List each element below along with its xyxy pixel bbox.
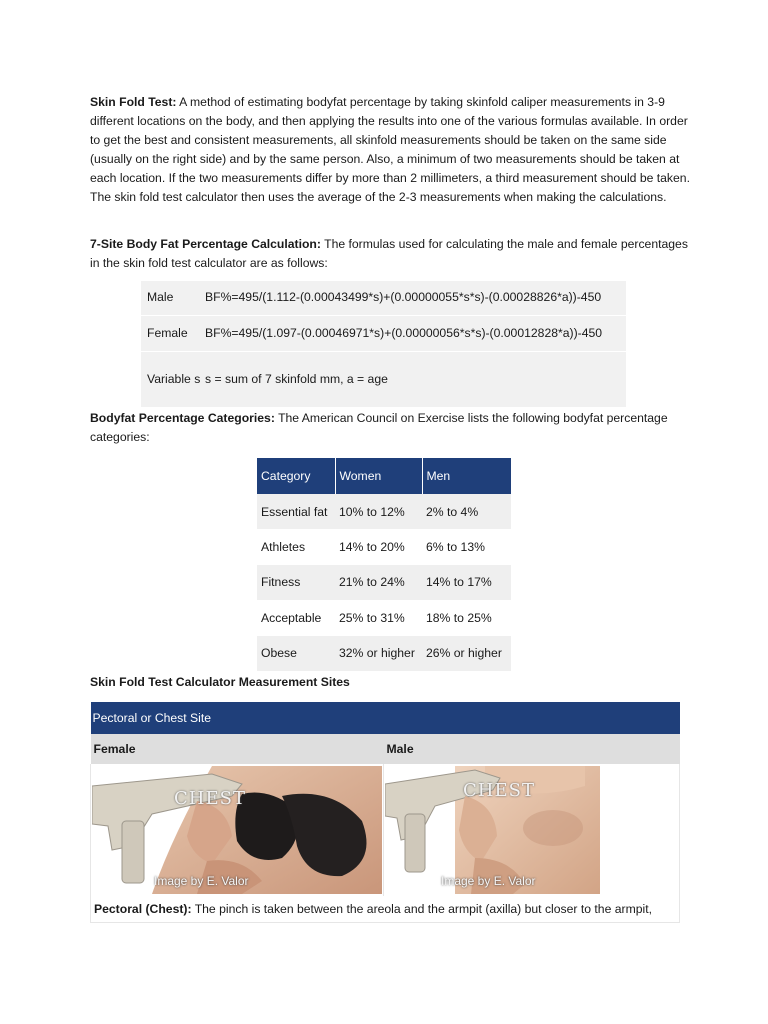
- female-photo-cell: [91, 764, 384, 896]
- table-row: [257, 565, 511, 600]
- men-cell: 6% to 13%: [426, 540, 485, 555]
- categories-paragraph: [90, 409, 690, 447]
- seven-site-heading: 7-Site Body Fat Percentage Calculation:: [90, 237, 321, 251]
- formula-row: [141, 281, 626, 315]
- male-photo-label: CHEST: [463, 780, 535, 801]
- women-cell: 32% or higher: [335, 636, 422, 671]
- men-cell: 26% or higher: [422, 636, 511, 671]
- male-photo-credit: Image by E. Valor: [441, 874, 536, 888]
- pectoral-description: [91, 896, 680, 922]
- women-cell: 21% to 24%: [335, 565, 422, 600]
- male-label: Male: [384, 734, 680, 764]
- seven-site-paragraph: [90, 235, 690, 273]
- categories-body: The American Council on Exercise lists the following bodyfat percentage categories:: [90, 411, 668, 444]
- formula-label: Male: [141, 281, 201, 315]
- table-row: [257, 494, 511, 529]
- formula-value: s = sum of 7 skinfold mm, a = age: [201, 351, 626, 407]
- formula-table: [141, 281, 626, 408]
- female-chest-photo: [92, 766, 382, 894]
- formula-label: Variable s: [141, 351, 201, 407]
- sites-section-header: [91, 702, 680, 734]
- intro-body: A method of estimating bodyfat percentage by taking skinfold caliper measurements in 3-9 different locations on the body, and then applying the results into one of the various formulas available. In order to get the best and consistent measurements, all skinfold measurements should be taken on the same side (usually on the right side) and by the same person. Also, a minimum of two measurements should be taken at each location. If the two measurements differ by more than 2 millimeters, a third measurement should be taken. The skin fold test calculator then uses the average of the 2-3 measurements when making the calculations.: [90, 95, 690, 204]
- formula-value: BF%=495/(1.112-(0.00043499*s)+(0.00000055*s*s)-(0.00028826*a))-450: [201, 281, 626, 315]
- formula-row: [141, 351, 626, 407]
- intro-heading: Skin Fold Test:: [90, 95, 177, 109]
- men-cell: 14% to 17%: [422, 565, 511, 600]
- column-header-category: Category: [257, 458, 335, 494]
- female-photo-label: CHEST: [174, 788, 246, 809]
- formula-value: BF%=495/(1.097-(0.00046971*s)+(0.00000056*s*s)-(0.00012828*a))-450: [201, 315, 626, 351]
- men-cell: 18% to 25%: [426, 610, 492, 625]
- male-chest-photo: [385, 766, 678, 894]
- formula-row: [141, 315, 626, 351]
- category-cell: Obese: [257, 636, 335, 671]
- table-row: [257, 636, 511, 671]
- category-cell: Athletes: [261, 540, 306, 555]
- pectoral-heading: Pectoral (Chest):: [94, 901, 192, 916]
- male-photo-cell: [384, 764, 680, 896]
- category-cell: Essential fat: [257, 494, 335, 529]
- category-header-row: [257, 458, 511, 494]
- table-row: [257, 600, 511, 635]
- category-table: [257, 458, 511, 671]
- column-header-women: Women: [335, 458, 422, 494]
- pectoral-body: The pinch is taken between the areola and the armpit (axilla) but closer to the armpit,: [194, 901, 652, 916]
- sites-heading: Skin Fold Test Calculator Measurement Sites: [90, 675, 350, 689]
- intro-paragraph: [90, 93, 690, 207]
- female-label: Female: [91, 734, 384, 764]
- women-cell: 25% to 31%: [339, 610, 405, 625]
- sites-table: [90, 702, 680, 923]
- sites-image-row: [91, 764, 680, 896]
- women-cell: 10% to 12%: [335, 494, 422, 529]
- female-photo-credit: Image by E. Valor: [154, 874, 249, 888]
- formula-label: Female: [141, 315, 201, 351]
- seven-site-body: The formulas used for calculating the male and female percentages in the skin fold test calculator are as follows:: [90, 237, 688, 270]
- category-cell: Acceptable: [261, 610, 322, 625]
- sites-subheader-row: [91, 734, 680, 764]
- column-header-men: Men: [422, 458, 511, 494]
- category-cell: Fitness: [257, 565, 335, 600]
- categories-heading: Bodyfat Percentage Categories:: [90, 411, 275, 425]
- sites-footer-row: [91, 896, 680, 922]
- men-cell: 2% to 4%: [422, 494, 511, 529]
- section-title: Pectoral or Chest Site: [91, 702, 680, 734]
- table-row: [257, 529, 511, 564]
- women-cell: 14% to 20%: [339, 540, 405, 555]
